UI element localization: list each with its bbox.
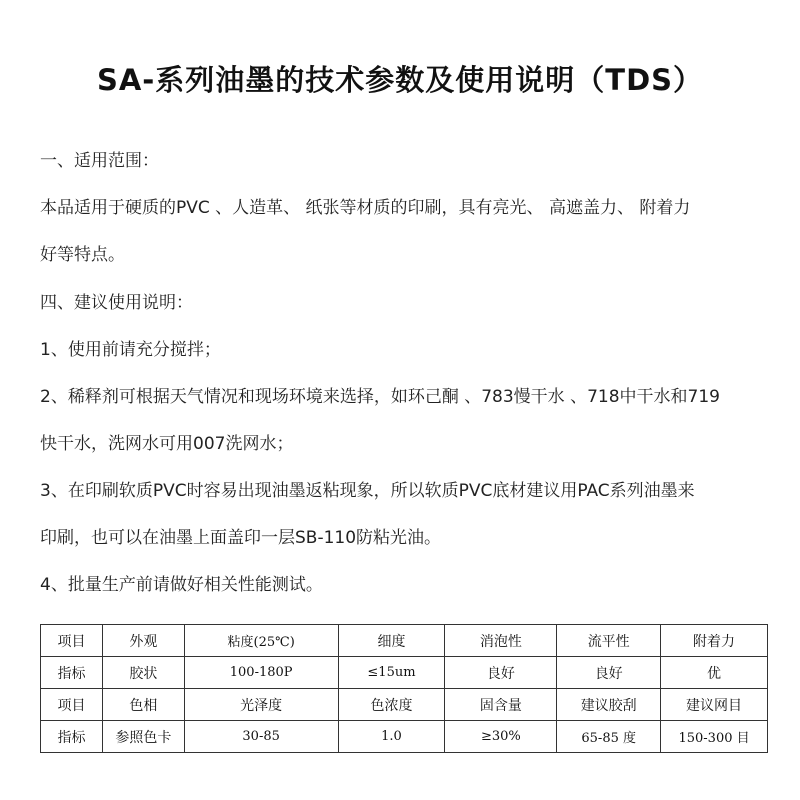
scope-text-line-1: 本品适用于硬质的PVC 、人造革、 纸张等材质的印刷，具有亮光、 高遮盖力、 附着力 bbox=[40, 198, 691, 218]
table-cell: 光泽度 bbox=[184, 689, 338, 721]
table-cell: 粘度(25℃) bbox=[184, 625, 338, 657]
table-row bbox=[41, 657, 768, 689]
table-row bbox=[41, 721, 768, 753]
table-cell: ≥30% bbox=[445, 721, 557, 753]
table-cell: 消泡性 bbox=[445, 625, 557, 657]
table-cell: 建议胶刮 bbox=[557, 689, 661, 721]
usage-item-4: 4、批量生产前请做好相关性能测试。 bbox=[40, 575, 323, 595]
table-cell: 项目 bbox=[41, 689, 103, 721]
scope-heading: 一、适用范围： bbox=[40, 151, 159, 171]
table-cell: 100-180P bbox=[184, 657, 338, 689]
document-title: SA-系列油墨的技术参数及使用说明（TDS） bbox=[96, 63, 704, 97]
table-row bbox=[41, 625, 768, 657]
table-cell: 参照色卡 bbox=[102, 721, 184, 753]
usage-item-3-line-1: 3、在印刷软质PVC时容易出现油墨返粘现象，所以软质PVC底材建议用PAC系列油墨来 bbox=[40, 481, 695, 501]
table-cell: 良好 bbox=[445, 657, 557, 689]
usage-heading: 四、建议使用说明： bbox=[40, 293, 193, 313]
usage-item-2-line-1: 2、稀释剂可根据天气情况和现场环境来选择，如环己酮 、783慢干水 、718中干水和719 bbox=[40, 387, 720, 407]
table-cell: 外观 bbox=[102, 625, 184, 657]
usage-item-2-line-2: 快干水，洗网水可用007洗网水； bbox=[40, 434, 294, 454]
table-cell: 65-85 度 bbox=[557, 721, 661, 753]
table-cell: 附着力 bbox=[661, 625, 768, 657]
table-cell: 150-300 目 bbox=[661, 721, 768, 753]
table-cell: 优 bbox=[661, 657, 768, 689]
table-cell: 固含量 bbox=[445, 689, 557, 721]
table-cell: 良好 bbox=[557, 657, 661, 689]
table-cell: 胶状 bbox=[102, 657, 184, 689]
table-cell: 指标 bbox=[41, 721, 103, 753]
table-cell: 色浓度 bbox=[338, 689, 445, 721]
table-cell: 建议网目 bbox=[661, 689, 768, 721]
table-row bbox=[41, 689, 768, 721]
table-cell: 细度 bbox=[338, 625, 445, 657]
table-cell: ≤15um bbox=[338, 657, 445, 689]
table-cell: 色相 bbox=[102, 689, 184, 721]
usage-item-1: 1、使用前请充分搅拌； bbox=[40, 340, 221, 360]
table-cell: 流平性 bbox=[557, 625, 661, 657]
table-cell: 30-85 bbox=[184, 721, 338, 753]
table-cell: 项目 bbox=[41, 625, 103, 657]
table-cell: 1.0 bbox=[338, 721, 445, 753]
spec-table bbox=[40, 624, 768, 753]
table-cell: 指标 bbox=[41, 657, 103, 689]
usage-item-3-line-2: 印刷，也可以在油墨上面盖印一层SB-110防粘光油。 bbox=[40, 528, 442, 548]
scope-text-line-2: 好等特点。 bbox=[40, 245, 125, 265]
